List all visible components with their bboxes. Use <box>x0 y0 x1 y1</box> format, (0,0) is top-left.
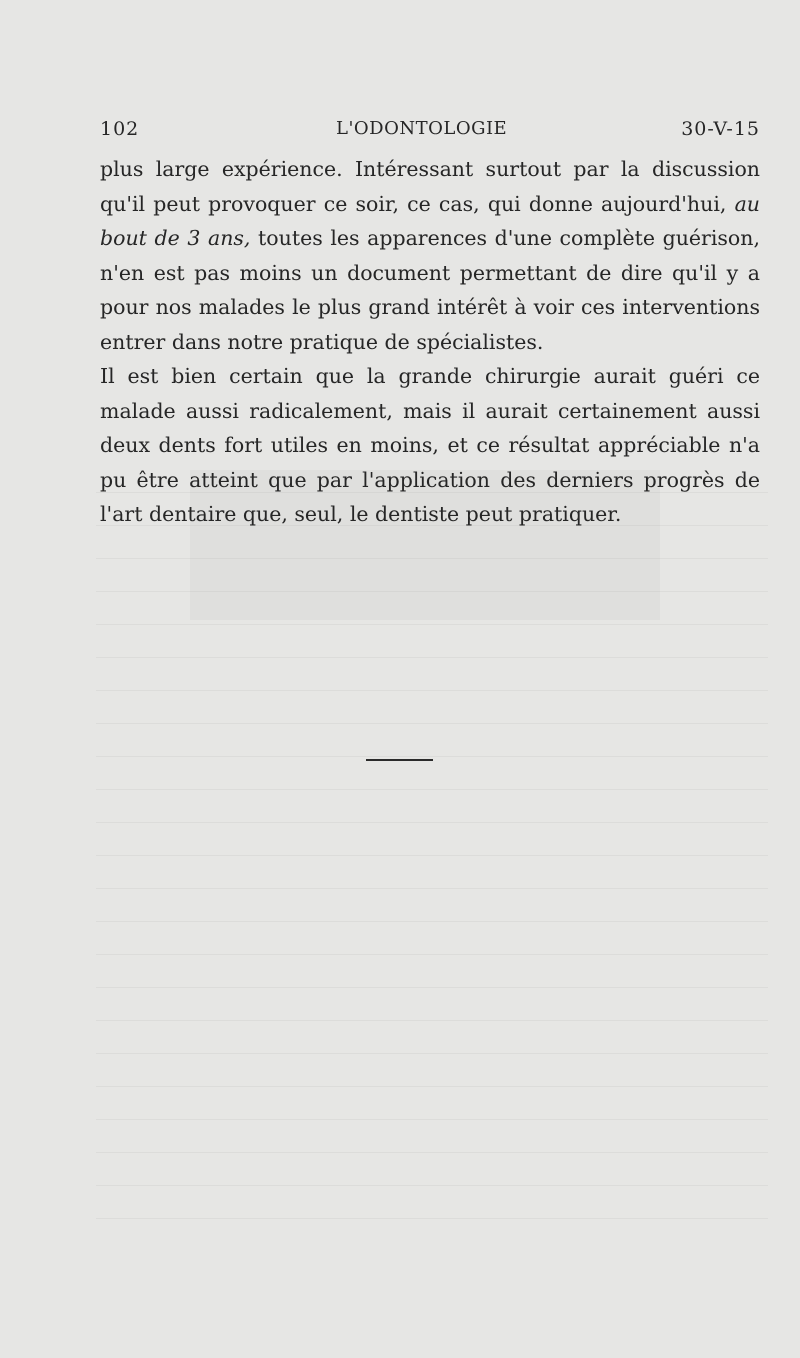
paragraph-1-start: plus large expérience. Intéressant surtout par la discussion qu'il peut provoquer ce soir, ce cas, qui donne aujourd'hui, <box>100 157 760 216</box>
page-number: 102 <box>100 118 140 140</box>
issue-date: 30-V-15 <box>681 118 760 140</box>
running-title: L'ODONTOLOGIE <box>336 118 508 139</box>
paragraph-1 <box>100 152 760 359</box>
running-header <box>100 118 760 148</box>
paragraph-2: Il est bien certain que la grande chirurgie aurait guéri ce malade aussi radicalement, mais il aurait certainement aussi deux dents fort utiles en moins, et ce résultat appréciable n'a pu être atteint que par l'application des derniers progrès de l'art dentaire que, seul, le dentiste peut pratiquer. <box>100 364 760 526</box>
section-divider <box>366 759 433 761</box>
italic-phrase: au bout de 3 ans, <box>100 191 760 250</box>
paragraph-1-end: toutes les apparences d'une complète guérison, n'en est pas moins un document permettant de dire qu'il y a pour nos malades le plus grand intérêt à voir ces interventions entrer dans notre pratique de spécialistes. <box>100 226 760 354</box>
show-through-texture <box>96 470 768 1250</box>
main-text <box>100 152 760 532</box>
